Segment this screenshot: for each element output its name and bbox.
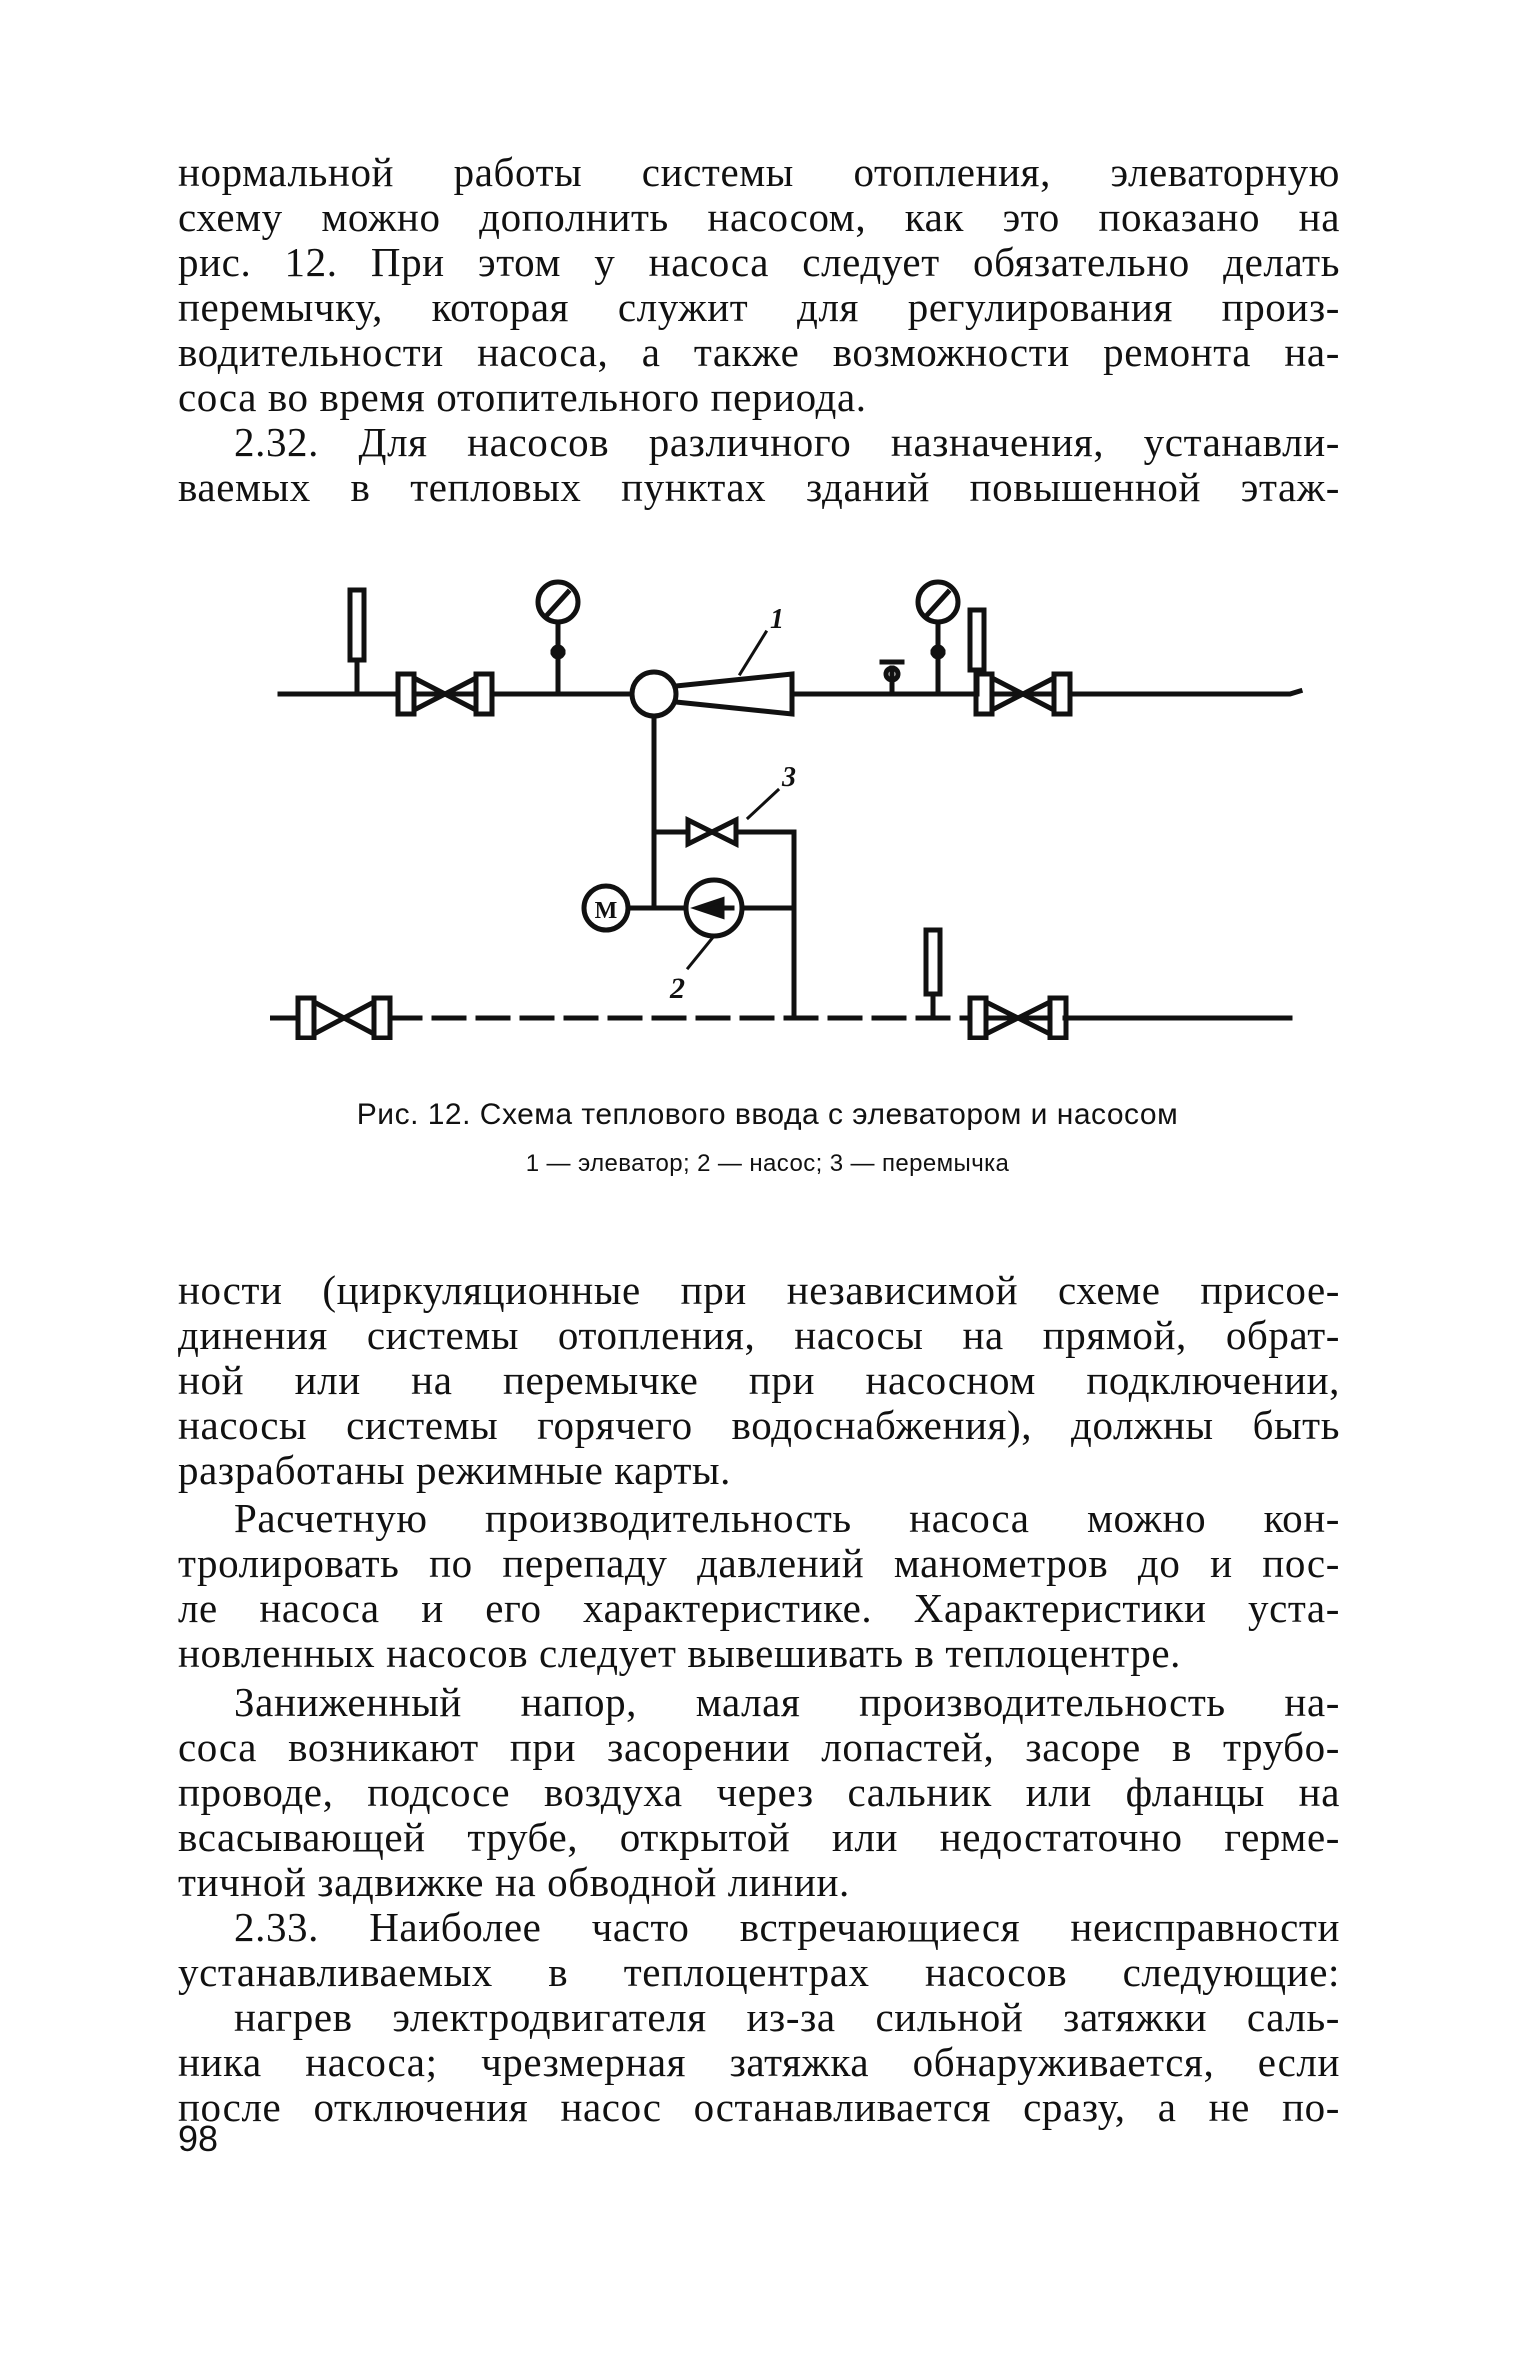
text-line: ности (циркуляционные при независимой схеме присое- [178,1267,1340,1313]
text-line: соса во время отопительного периода. [178,374,867,420]
text-line: 2.32. Для насосов различного назначения, устанавли- [234,419,1340,465]
text-line: тичной задвижке на обводной линии. [178,1859,850,1905]
manometer-right-icon [918,582,958,694]
text-line: рис. 12. При этом у насоса следует обязательно делать [178,239,1340,285]
text-line: водительности насоса, а также возможности ремонта на- [178,329,1340,375]
paragraph-continuation [178,1268,1340,1493]
text-line: динения системы отопления, насосы на прямой, обрат- [178,1312,1340,1358]
figure-label-3: 3 [782,762,796,793]
text-line: ной или на перемычке при насосном подключении, [178,1357,1340,1403]
text-line: ника насоса; чрезмерная затяжка обнаруживается, если [178,2039,1340,2085]
figure-caption: Рис. 12. Схема теплового ввода с элеватором и насосом [356,1098,1179,1131]
text-line: Расчетную производительность насоса можно кон- [234,1495,1340,1541]
gate-valve-bottom-right-icon [970,998,1066,1038]
text-line: насосы системы горячего водоснабжения), должны быть [178,1402,1340,1448]
figure-label-2: 2 [670,972,685,1005]
text-line: нагрев электродвигателя из-за сильной затяжки саль- [234,1994,1340,2040]
page-number: 98 [178,2118,219,2159]
paragraph-calculation [178,1496,1340,1676]
figure-legend: 1 — элеватор; 2 — насос; 3 — перемычка [525,1150,1010,1177]
figure-label-1: 1 [770,604,784,635]
text-line: устанавливаемых в теплоцентрах насосов следующие: [178,1949,1340,1995]
text-line: ле насоса и его характеристике. Характеристики уста- [178,1585,1340,1631]
text-line: соса возникают при засорении лопастей, засоре в трубо- [178,1724,1340,1770]
supply-pipe-out [1070,691,1300,694]
text-line: после отключения насос останавливается сразу, а не по- [178,2084,1340,2130]
elevator-icon [632,672,792,716]
text-line: 2.33. Наиболее часто встречающиеся неисправности [234,1904,1340,1950]
text-line: схему можно дополнить насосом, как это показано на [178,194,1340,240]
text-line: разработаны режимные карты. [178,1447,731,1493]
motor-letter: M [594,898,618,924]
gate-valve-top-left-icon [398,674,492,714]
gate-valve-top-right-icon [976,674,1070,714]
text-line: тролировать по перепаду давлений манометров до и пос- [178,1540,1340,1586]
gate-valve-bottom-left-icon [298,998,390,1038]
paragraph-motor-heating [178,1995,1340,2130]
thermometer-left-icon [350,590,364,660]
manometer-left-icon [538,582,578,694]
pump-icon [686,880,742,936]
text-line: всасывающей трубе, открытой или недостаточно герме- [178,1814,1340,1860]
text-line: новленных насосов следует вывешивать в теплоцентре. [178,1630,1181,1676]
paragraph-low-pressure [178,1680,1340,1905]
figure-heat-inlet-scheme [270,570,1310,1040]
text-line: нормальной работы системы отопления, элеваторную [178,149,1340,195]
air-valve-icon [882,662,902,694]
bypass-valve-icon [688,820,736,844]
text-line: перемычку, которая служит для регулирования произ- [178,284,1340,330]
text-line: ваемых в тепловых пунктах зданий повышенной этаж- [178,464,1340,510]
paragraph-top [178,150,1340,420]
text-line: проводе, подсосе воздуха через сальник или фланцы на [178,1769,1340,1815]
paragraph-2-33 [178,1905,1340,1995]
text-line: Заниженный напор, малая производительность на- [234,1679,1340,1725]
thermometer-return-icon [926,930,940,1018]
paragraph-2-32 [178,420,1340,510]
